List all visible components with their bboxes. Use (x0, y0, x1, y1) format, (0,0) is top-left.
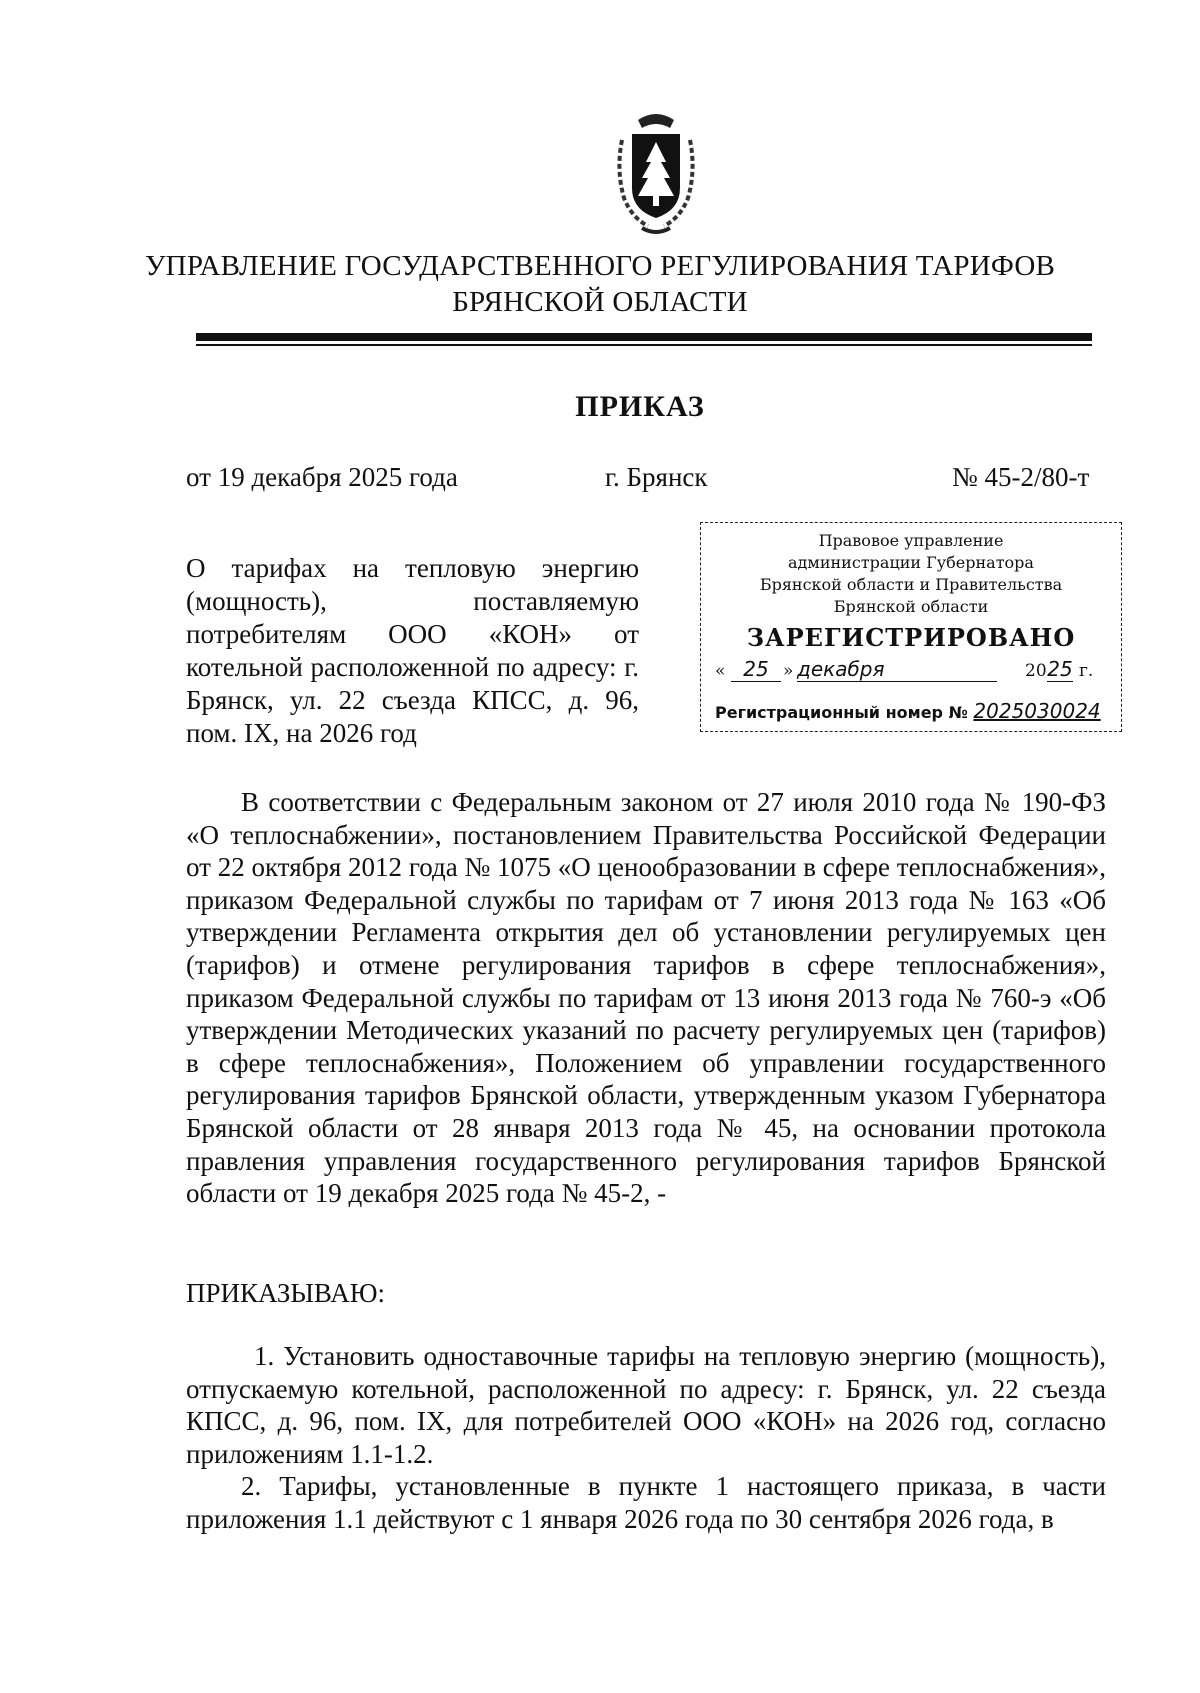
organization-name-line1: УПРАВЛЕНИЕ ГОСУДАРСТВЕННОГО РЕГУЛИРОВАНИЯ ТАРИФОВ (144, 250, 1056, 282)
stamp-registration-number (715, 699, 1101, 723)
document-subject: О тарифах на тепловую энергию (мощность), поставляемую потребителям ООО «КОН» от котельной расположенной по адресу: г. Брянск, ул. 22 съезда КПСС, д. 96, пом. IX, на 2026 год (186, 553, 639, 748)
document-number: № 45-2/80-т (952, 462, 1090, 492)
stamp-year: 25 (1047, 657, 1073, 681)
organization-name-line2: БРЯНСКОЙ ОБЛАСТИ (452, 286, 748, 318)
header-rule-thick (196, 333, 1092, 341)
document-date: от 19 декабря 2025 года (186, 462, 458, 492)
stamp-year-prefix: 20 (1025, 661, 1047, 681)
order-item-1: 1. Установить одноставочные тарифы на тепловую энергию (мощность), отпускаемую котельной, расположенной по адресу: г. Брянск, ул. 22 съезда КПСС, д. 96, пом. IX, для потребителей ООО «КОН» на 2026 год, согласно приложениям 1.1-1.2. (186, 1341, 1106, 1469)
stamp-year-unit: г. (1079, 661, 1094, 681)
stamp-registered: ЗАРЕГИСТРИРОВАНО (746, 623, 1076, 652)
stamp-reg-number: 2025030024 (973, 699, 1101, 723)
registration-stamp: Правовое управление администрации Губернатора Брянской области и Правительства Брянской области ЗАРЕГИСТРИРОВАНО « 25 » декабря 20 25 г. Регистрационный номер № 2025030024 (700, 522, 1122, 732)
order-word: ПРИКАЗЫВАЮ: (186, 1278, 385, 1308)
preamble-paragraph: В соответствии с Федеральным законом от 27 июля 2010 года № 190-ФЗ «О теплоснабжении», постановлением Правительства Российской Федерации от 22 октября 2012 года № 1075 «О ценообразовании в сфере теплоснабжения», приказом Федеральной службы по тарифам от 7 июня 2013 года № 163 «Об утверждении Регламента открытия дел об установлении регулируемых цен (тарифов) и отмене регулирования тарифов в сфере теплоснабжения», приказом Федеральной службы по тарифам от 13 июня 2013 года № 760-э «Об утверждении Методических указаний по расчету регулируемых цен (тарифов) в сфере теплоснабжения», Положением об управлении государственного регулирования тарифов Брянской области, утвержденным указом Губернатора Брянской области от 28 января 2013 года № 45, на основании протокола правления управления государственного регулирования тарифов Брянской области от 19 декабря 2025 года № 45-2, - (186, 787, 1106, 1209)
stamp-month: декабря (797, 657, 997, 682)
header-rule-thin (196, 344, 1092, 346)
stamp-day: 25 (731, 657, 781, 682)
coat-of-arms-icon (608, 110, 704, 238)
document-title: ПРИКАЗ (575, 390, 705, 423)
stamp-line: Брянской области и Правительства (759, 575, 1063, 594)
stamp-line: Правовое управление (818, 531, 1004, 550)
stamp-line: администрации Губернатора (788, 553, 1034, 572)
stamp-line: Брянской области (833, 597, 989, 616)
stamp-reg-label: Регистрационный номер № (715, 703, 968, 722)
document-city: г. Брянск (605, 462, 708, 492)
order-item-2: 2. Тарифы, установленные в пункте 1 настоящего приказа, в части приложения 1.1 действуют с 1 января 2026 года по 30 сентября 2026 года, в (186, 1471, 1106, 1534)
